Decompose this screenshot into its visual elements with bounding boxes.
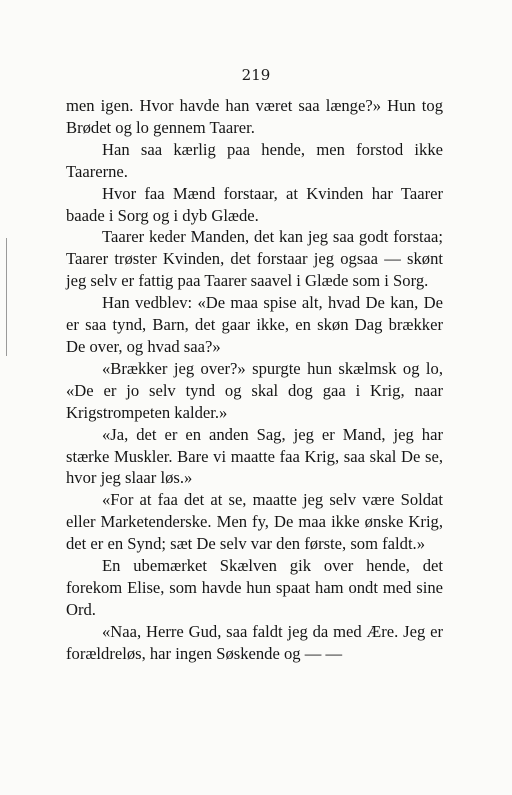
paragraph-4: Taarer keder Manden, det kan jeg saa godt forstaa; Taarer trøster Kvinden, det forstaar jeg ogsaa — skønt jeg selv er fattig paa Taarer saavel i Glæde som i Sorg.	[66, 227, 443, 291]
paragraph-1: men igen. Hvor havde han været saa længe?» Hun tog Brødet og lo gennem Taarer.	[66, 96, 443, 137]
paragraph-6: «Brækker jeg over?» spurgte hun skælmsk og lo, «De er jo selv tynd og skal dog gaa i Krig, naar Krigstrompeten kalder.»	[66, 358, 443, 422]
page-number: 219	[241, 66, 271, 84]
paragraph-3: Hvor faa Mænd forstaar, at Kvinden har Taarer baade i Sorg og i dyb Glæde.	[66, 183, 443, 225]
page-edge-mark	[6, 238, 7, 356]
paragraph-10: «Naa, Herre Gud, saa faldt jeg da med Ære. Jeg er forældreløs, har ingen Søskende og — —	[66, 621, 443, 663]
paragraph-7: «Ja, det er en anden Sag, jeg er Mand, jeg har stærke Muskler. Bare vi maatte faa Krig, saa skal De se, hvor jeg slaar løs.»	[66, 424, 443, 488]
paragraph-9: En ubemærket Skælven gik over hende, det forekom Elise, som havde hun spaat ham ondt med sine Ord.	[66, 556, 443, 619]
paragraph-5: Han vedblev: «De maa spise alt, hvad De kan, De er saa tynd, Barn, det gaar ikke, en skøn Dag brækker De over, og hvad saa?»	[66, 293, 443, 356]
paragraph-2: Han saa kærlig paa hende, men forstod ikke Taarerne.	[66, 139, 443, 181]
paragraph-8: «For at faa det at se, maatte jeg selv være Soldat eller Marketenderske. Men fy, De maa ikke ønske Krig, det er en Synd; sæt De selv var den første, som faldt.»	[66, 490, 443, 554]
body-text	[66, 95, 443, 665]
